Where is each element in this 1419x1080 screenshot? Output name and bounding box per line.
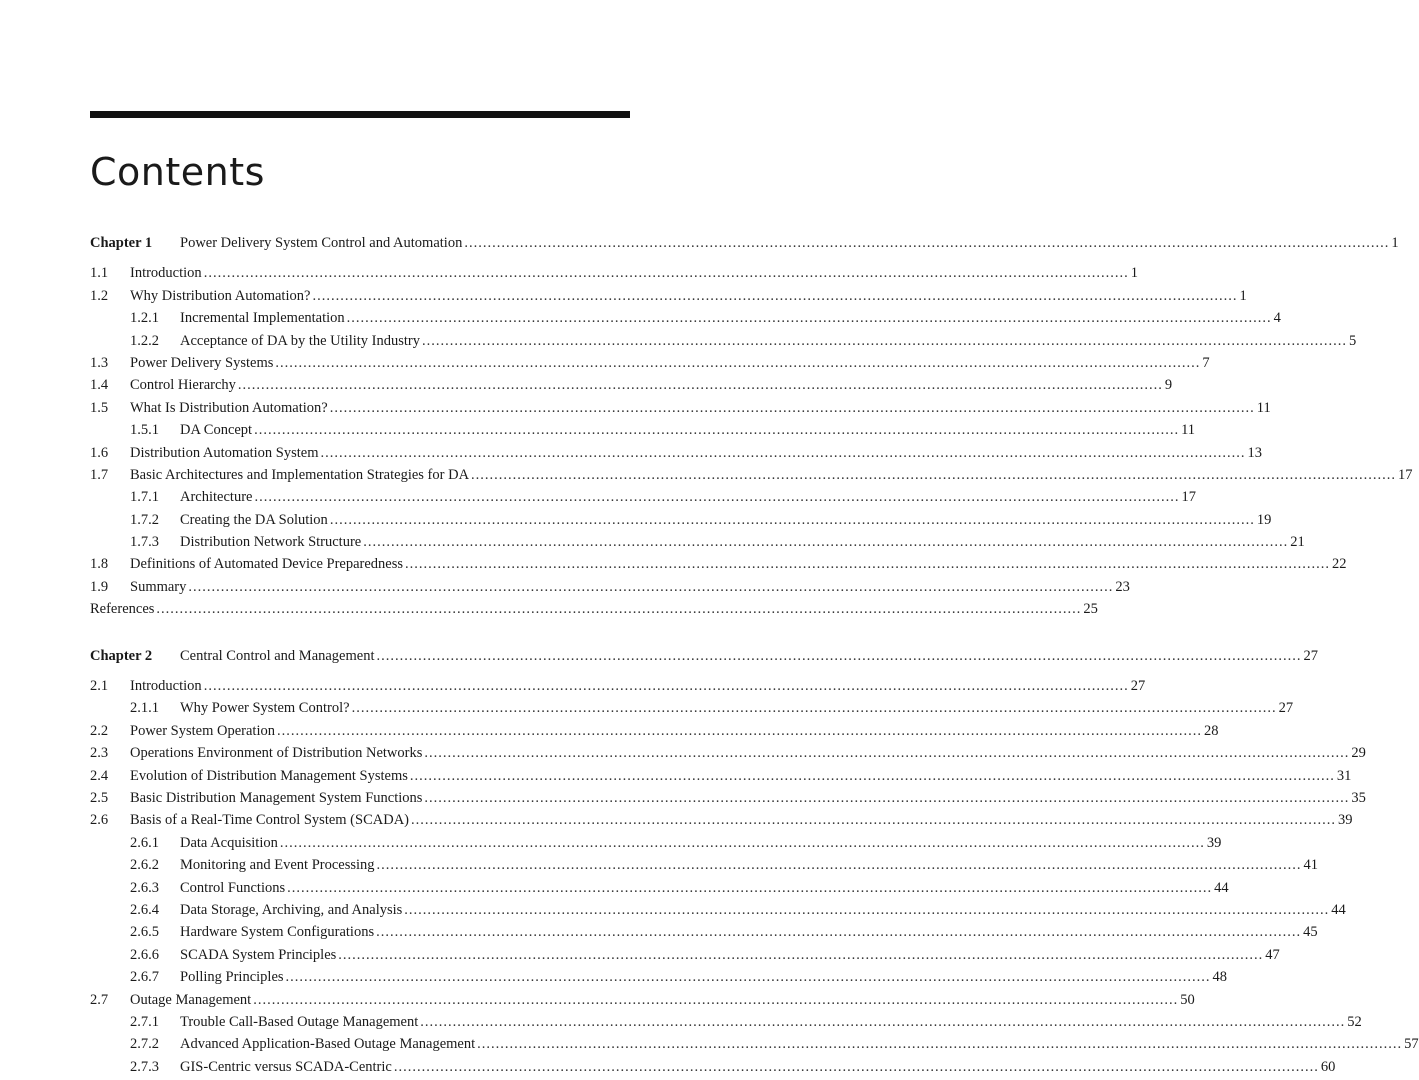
- dot-leader: [410, 765, 1335, 787]
- section-number: 1.8: [90, 556, 109, 573]
- chapter-label: Chapter 1: [90, 235, 153, 251]
- section-title: Introduction: [130, 265, 202, 282]
- section-number: 2.6.1: [130, 834, 159, 851]
- toc-entry-row[interactable]: [90, 285, 1247, 307]
- toc-entry-row[interactable]: [90, 330, 1357, 352]
- toc-entry-row[interactable]: [90, 1033, 1419, 1055]
- section-number: 2.1: [90, 678, 109, 695]
- dot-leader: [330, 397, 1255, 419]
- section-number: 2.6.2: [130, 857, 159, 874]
- toc-chapter-row[interactable]: [90, 232, 1399, 254]
- toc-entry-row[interactable]: [90, 262, 1138, 284]
- section-title: Why Distribution Automation?: [130, 287, 311, 304]
- dot-leader: [156, 598, 1081, 620]
- toc-entry-row[interactable]: [90, 720, 1219, 742]
- toc-entry-row[interactable]: [90, 854, 1319, 876]
- dot-leader: [424, 787, 1349, 809]
- section-number: 2.6.6: [130, 946, 159, 963]
- header-rule: [90, 111, 630, 118]
- toc-entry-row[interactable]: [90, 442, 1263, 464]
- dot-leader: [464, 232, 1389, 254]
- toc-entry-row[interactable]: [90, 921, 1318, 943]
- section-title: Operations Environment of Distribution Networks: [130, 745, 423, 762]
- section-number: 1.1: [90, 265, 109, 282]
- section-number: 2.6.3: [130, 879, 159, 896]
- page-number: 41: [1303, 857, 1319, 874]
- toc-entry-row[interactable]: [90, 787, 1366, 809]
- dot-leader: [253, 989, 1178, 1011]
- dot-leader: [377, 645, 1302, 667]
- section-number: 2.3: [90, 745, 109, 762]
- section-number: 2.7.1: [130, 1013, 159, 1030]
- section-title: Architecture: [180, 489, 253, 506]
- section-title: GIS-Centric versus SCADA-Centric: [180, 1058, 392, 1075]
- toc-entry-row[interactable]: [90, 1056, 1336, 1078]
- toc-entry-row[interactable]: [90, 809, 1353, 831]
- toc-entry-row[interactable]: [90, 675, 1146, 697]
- dot-leader: [286, 966, 1211, 988]
- toc-entry-row[interactable]: [90, 509, 1272, 531]
- page-number: 47: [1265, 946, 1280, 963]
- section-number: 1.5.1: [130, 422, 159, 439]
- section-number: 1.6: [90, 444, 109, 461]
- page-number: 27: [1278, 700, 1294, 717]
- section-title: Data Acquisition: [180, 834, 278, 851]
- section-number: 1.2.1: [130, 310, 159, 327]
- dot-leader: [238, 374, 1163, 396]
- dot-leader: [405, 553, 1330, 575]
- section-number: 1.7.2: [130, 511, 159, 528]
- section-title: Hardware System Configurations: [180, 924, 375, 941]
- toc-entry-row[interactable]: [90, 307, 1281, 329]
- page-number: 60: [1320, 1058, 1336, 1075]
- page-number: 31: [1336, 767, 1352, 784]
- section-number: 2.7: [90, 991, 109, 1008]
- page-number: 48: [1212, 969, 1228, 986]
- toc-entry-row[interactable]: [90, 576, 1130, 598]
- dot-leader: [338, 944, 1263, 966]
- section-number: 1.3: [90, 354, 109, 371]
- section-title: References: [90, 601, 155, 618]
- toc-entry-row[interactable]: [90, 966, 1228, 988]
- toc-entry-row[interactable]: [90, 899, 1346, 921]
- section-number: 1.9: [90, 578, 109, 595]
- dot-leader: [287, 877, 1212, 899]
- section-number: 1.7.3: [130, 534, 159, 551]
- dot-leader: [477, 1033, 1402, 1055]
- page-number: 5: [1349, 332, 1357, 349]
- table-of-contents: [90, 232, 1419, 1078]
- chapter-title: Central Control and Management: [180, 647, 375, 664]
- toc-entry-row[interactable]: [90, 352, 1210, 374]
- page-number: 44: [1331, 901, 1346, 918]
- section-number: 2.5: [90, 789, 109, 806]
- section-number: 1.7: [90, 466, 109, 483]
- section-title: Summary: [130, 578, 187, 595]
- chapter-label: Chapter 2: [90, 647, 153, 664]
- section-title: DA Concept: [180, 422, 253, 439]
- page-number: 52: [1347, 1013, 1362, 1030]
- page-number: 57: [1404, 1036, 1419, 1053]
- dot-leader: [275, 352, 1200, 374]
- section-title: Polling Principles: [180, 969, 284, 986]
- toc-entry-row[interactable]: [90, 397, 1271, 419]
- section-title: SCADA System Principles: [180, 946, 337, 963]
- page-number: 13: [1247, 444, 1263, 461]
- page-number: 28: [1203, 722, 1219, 739]
- section-number: 1.7.1: [130, 489, 159, 506]
- section-number: 2.6.5: [130, 924, 159, 941]
- section-title: Why Power System Control?: [180, 700, 350, 717]
- section-number: 1.5: [90, 399, 109, 416]
- section-number: 1.4: [90, 377, 109, 394]
- toc-entry-row[interactable]: [90, 1011, 1362, 1033]
- dot-leader: [377, 854, 1302, 876]
- section-title: Control Hierarchy: [130, 377, 236, 394]
- section-title: Power Delivery Systems: [130, 354, 274, 371]
- dot-leader: [254, 419, 1179, 441]
- toc-entry-row[interactable]: [90, 742, 1366, 764]
- section-number: 2.7.2: [130, 1036, 159, 1053]
- dot-leader: [330, 509, 1255, 531]
- section-title: Distribution Automation System: [130, 444, 319, 461]
- section-title: Evolution of Distribution Management Systems: [130, 767, 408, 784]
- dot-leader: [363, 531, 1288, 553]
- dot-leader: [411, 809, 1336, 831]
- page-number: 1: [1391, 235, 1399, 251]
- chapter-title: Power Delivery System Control and Automation: [180, 235, 463, 251]
- page-number: 17: [1181, 489, 1196, 506]
- section-title: Control Functions: [180, 879, 286, 896]
- page-number: 7: [1202, 354, 1210, 371]
- toc-entry-row[interactable]: [90, 944, 1280, 966]
- toc-entry-row[interactable]: [90, 598, 1098, 620]
- section-title: Basic Distribution Management System Functions: [130, 789, 423, 806]
- section-title: Distribution Network Structure: [180, 534, 362, 551]
- toc-entry-row[interactable]: [90, 697, 1294, 719]
- section-title: Outage Management: [130, 991, 252, 1008]
- dot-leader: [204, 262, 1129, 284]
- dot-leader: [277, 720, 1202, 742]
- section-title: Power System Operation: [130, 722, 275, 739]
- toc-entry-row[interactable]: [90, 832, 1222, 854]
- page-number: 17: [1398, 466, 1413, 483]
- page-number: 4: [1273, 310, 1281, 327]
- page-number: 35: [1351, 789, 1366, 806]
- section-number: 2.6.4: [130, 901, 159, 918]
- page-number: 44: [1214, 879, 1229, 896]
- section-title: Trouble Call-Based Outage Management: [180, 1013, 419, 1030]
- dot-leader: [422, 330, 1347, 352]
- dot-leader: [280, 832, 1205, 854]
- dot-leader: [254, 486, 1179, 508]
- dot-leader: [471, 464, 1396, 486]
- page-number: 45: [1303, 924, 1318, 941]
- section-title: Advanced Application-Based Outage Management: [180, 1036, 476, 1053]
- dot-leader: [424, 742, 1349, 764]
- toc-entry-row[interactable]: [90, 464, 1413, 486]
- dot-leader: [376, 921, 1301, 943]
- page-title: Contents: [90, 150, 265, 194]
- page-number: 22: [1332, 556, 1347, 573]
- section-title: Acceptance of DA by the Utility Industry: [180, 332, 420, 349]
- page-number: 39: [1338, 812, 1353, 829]
- page-number: 1: [1239, 287, 1247, 304]
- section-number: 2.2: [90, 722, 109, 739]
- toc-entry-row[interactable]: [90, 531, 1305, 553]
- page-number: 11: [1181, 422, 1196, 439]
- dot-leader: [312, 285, 1237, 307]
- section-title: Data Storage, Archiving, and Analysis: [180, 901, 403, 918]
- toc-entry-row[interactable]: [90, 486, 1196, 508]
- toc-entry-row[interactable]: [90, 374, 1173, 396]
- dot-leader: [404, 899, 1329, 921]
- page-number: 23: [1115, 578, 1130, 595]
- section-title: Basis of a Real-Time Control System (SCADA): [130, 812, 409, 829]
- dot-leader: [394, 1056, 1319, 1078]
- section-title: Incremental Implementation: [180, 310, 345, 327]
- page-number: 29: [1351, 745, 1366, 762]
- section-number: 2.4: [90, 767, 109, 784]
- page-number: 21: [1290, 534, 1305, 551]
- page-number: 9: [1164, 377, 1173, 394]
- dot-leader: [188, 576, 1113, 598]
- section-title: Introduction: [130, 678, 202, 695]
- section-title: Definitions of Automated Device Preparedness: [130, 556, 404, 573]
- dot-leader: [204, 675, 1129, 697]
- section-number: 1.2.2: [130, 332, 159, 349]
- toc-entry-row[interactable]: [90, 419, 1196, 441]
- page-number: 39: [1206, 834, 1222, 851]
- page-number: 27: [1303, 647, 1318, 664]
- section-title: Monitoring and Event Processing: [180, 857, 375, 874]
- section-title: Basic Architectures and Implementation Strategies for DA: [130, 466, 470, 483]
- section-number: 2.6: [90, 812, 109, 829]
- section-number: 1.2: [90, 287, 109, 304]
- page-number: 50: [1180, 991, 1195, 1008]
- page-number: 25: [1083, 601, 1098, 618]
- page-number: 11: [1256, 399, 1271, 416]
- page-number: 19: [1256, 511, 1272, 528]
- page-number: 27: [1130, 678, 1146, 695]
- toc-chapter-row[interactable]: [90, 645, 1318, 667]
- section-title: What Is Distribution Automation?: [130, 399, 328, 416]
- section-number: 2.1.1: [130, 700, 159, 717]
- section-title: Creating the DA Solution: [180, 511, 328, 528]
- dot-leader: [347, 307, 1272, 329]
- page-number: 1: [1130, 265, 1138, 282]
- toc-entry-row[interactable]: [90, 877, 1229, 899]
- toc-entry-row[interactable]: [90, 553, 1347, 575]
- section-number: 2.6.7: [130, 969, 159, 986]
- toc-entry-row[interactable]: [90, 765, 1352, 787]
- dot-leader: [321, 442, 1246, 464]
- dot-leader: [420, 1011, 1345, 1033]
- section-number: 2.7.3: [130, 1058, 159, 1075]
- dot-leader: [352, 697, 1277, 719]
- toc-entry-row[interactable]: [90, 989, 1195, 1011]
